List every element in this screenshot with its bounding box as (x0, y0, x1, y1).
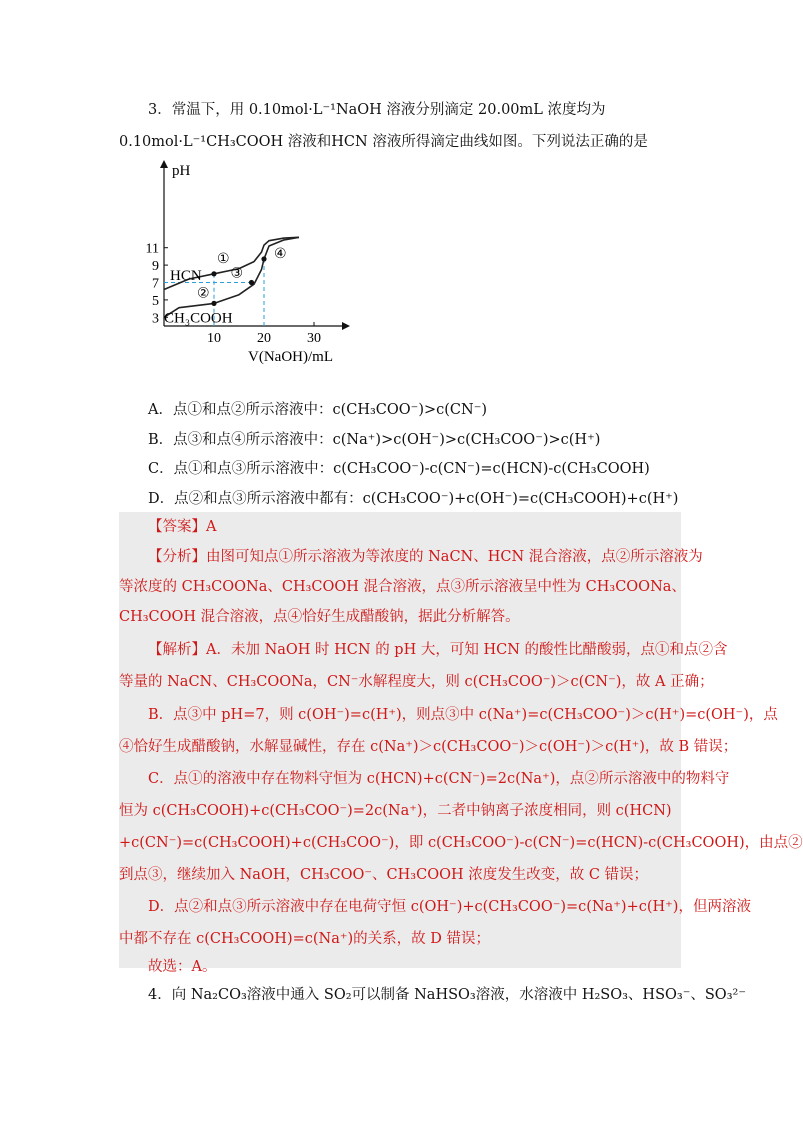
x-axis-arrow (342, 322, 350, 330)
data-point (249, 280, 254, 285)
question-4-line-1: 4．向 Na₂CO₃溶液中通入 SO₂可以制备 NaHSO₃溶液，水溶液中 H₂SO₃、HSO₃⁻、SO₃²⁻ (148, 987, 746, 1003)
x-axis-label: V(NaOH)/mL (248, 349, 333, 365)
conclusion-line: 故选：A。 (148, 959, 217, 975)
explanation-line-2: 等量的 NaCN、CH₃COONa，CN⁻水解程度大，则 c(CH₃COO⁻)＞c(CN⁻)，故 A 正确； (119, 674, 714, 690)
point-label: ② (197, 285, 210, 302)
explanation-line-9: D．点②和点③所示溶液中存在电荷守恒 c(OH⁻)+c(CH₃COO⁻)=c(Na⁺)+c(H⁺)，但两溶液 (148, 899, 751, 915)
point-label: ① (217, 250, 230, 267)
answer-line: 【答案】A (148, 519, 217, 535)
analysis-line-1: 【分析】由图可知点①所示溶液为等浓度的 NaCN、HCN 混合溶液，点②所示溶液为 (148, 549, 703, 565)
y-tick-label: 7 (152, 276, 159, 292)
y-tick-label: 9 (152, 259, 159, 275)
x-tick-label: 30 (307, 331, 321, 346)
y-axis-arrow (160, 160, 168, 168)
explanation-line-4: ④恰好生成醋酸钠，水解显碱性，存在 c(Na⁺)＞c(CH₃COO⁻)＞c(OH⁻)＞c(H⁺)，故 B 错误； (119, 739, 738, 755)
explanation-line-7: +c(CN⁻)=c(CH₃COOH)+c(CH₃COO⁻)，即 c(CH₃COO⁻)-c(CN⁻)=c(HCN)-c(CH₃COOH)，由点② (119, 835, 803, 851)
data-point (211, 271, 216, 276)
analysis-line-3: CH₃COOH 混合溶液，点④恰好生成醋酸钠，据此分析解答。 (119, 609, 520, 625)
point-label: ③ (230, 265, 244, 282)
explanation-line-3: B．点③中 pH=7，则 c(OH⁻)=c(H⁺)，则点③中 c(Na⁺)=c(CH₃COO⁻)＞c(H⁺)=c(OH⁻)，点 (148, 707, 778, 723)
question-3-line-2: 0.10mol·L⁻¹CH₃COOH 溶液和HCN 溶液所得滴定曲线如图。下列说法正确的是 (119, 134, 648, 150)
analysis-line-2: 等浓度的 CH₃COONa、CH₃COOH 混合溶液，点③所示溶液呈中性为 CH₃COONa、 (119, 579, 686, 595)
x-tick-label: 20 (257, 331, 271, 346)
explanation-line-10: 中都不存在 c(CH₃COOH)=c(Na⁺)的关系，故 D 错误； (119, 931, 491, 947)
question-3-line-1: 3．常温下，用 0.10mol·L⁻¹NaOH 溶液分别滴定 20.00mL 浓度均为 (148, 102, 606, 118)
explanation-line-6: 恒为 c(CH₃COOH)+c(CH₃COO⁻)=2c(Na⁺)，二者中钠离子浓度相同，则 c(HCN) (119, 803, 672, 819)
explanation-line-1: 【解析】A．未加 NaOH 时 HCN 的 pH 大，可知 HCN 的酸性比醋酸弱，点①和点②含 (148, 642, 728, 658)
point-label: ④ (274, 246, 287, 263)
titration-chart (145, 158, 360, 368)
y-axis-label: pH (172, 163, 191, 179)
curve-label-ch3cooh: CH₃COOH (164, 310, 233, 327)
y-tick-label: 5 (152, 293, 159, 309)
option-d: D．点②和点③所示溶液中都有：c(CH₃COO⁻)+c(OH⁻)=c(CH₃COOH)+c(H⁺) (148, 491, 679, 507)
y-tick-label: 3 (152, 311, 159, 327)
curve-label-hcn: HCN (170, 267, 202, 284)
explanation-line-8: 到点③，继续加入 NaOH，CH₃COO⁻、CH₃COOH 浓度发生改变，故 C 错误； (119, 867, 649, 883)
option-b: B．点③和点④所示溶液中：c(Na⁺)>c(OH⁻)>c(CH₃COO⁻)>c(H⁺) (148, 432, 601, 448)
y-tick-label: 11 (145, 241, 159, 257)
data-point (211, 301, 216, 306)
explanation-line-5: C．点①的溶液中存在物料守恒为 c(HCN)+c(CN⁻)=2c(Na⁺)，点②所示溶液中的物料守 (148, 771, 730, 787)
data-point (261, 256, 266, 261)
option-a: A．点①和点②所示溶液中：c(CH₃COO⁻)>c(CN⁻) (148, 402, 488, 418)
x-tick-label: 10 (207, 331, 221, 346)
option-c: C．点①和点③所示溶液中：c(CH₃COO⁻)-c(CN⁻)=c(HCN)-c(CH₃COOH) (148, 461, 650, 477)
